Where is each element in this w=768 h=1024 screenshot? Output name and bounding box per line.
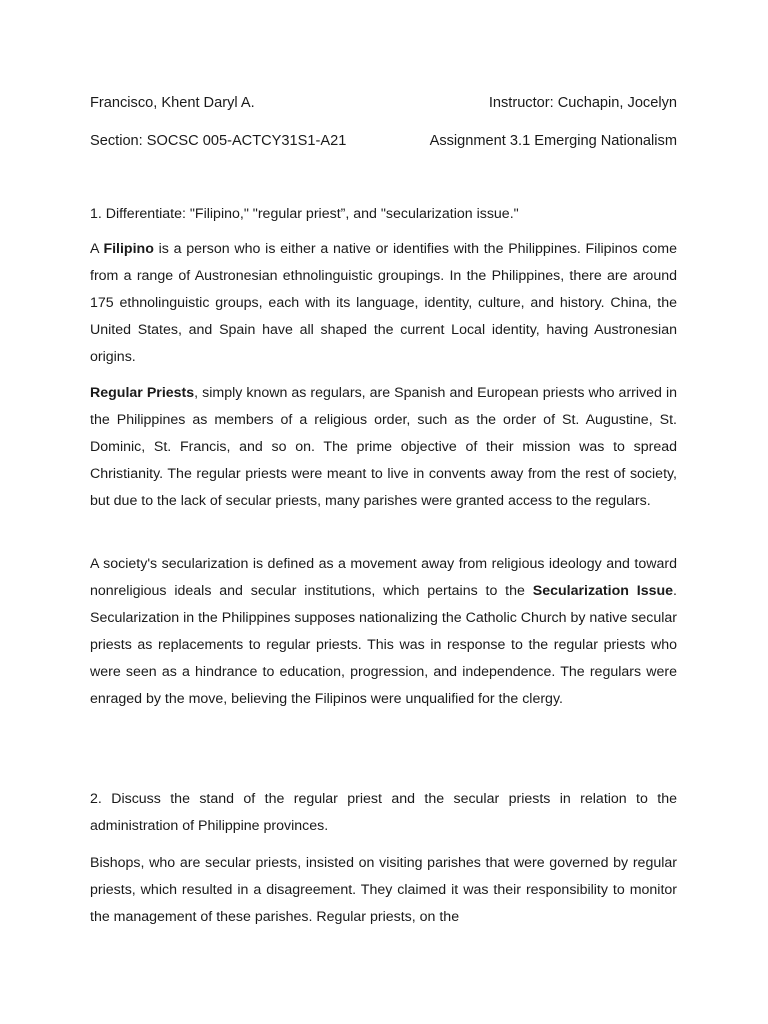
paragraph-regular-priests bbox=[90, 380, 677, 515]
header-row-2 bbox=[90, 131, 677, 151]
paragraph-filipino bbox=[90, 236, 677, 371]
term-secularization-issue: Secularization Issue bbox=[532, 583, 674, 599]
term-filipino: Filipino bbox=[103, 241, 154, 257]
paragraph-secularization bbox=[90, 551, 677, 713]
paragraph-bishops: Bishops, who are secular priests, insisted on visiting parishes that were governed by regular priests, which resulted in a disagreement. They claimed it was their responsibility to monitor the management of these parishes. Regular priests, on the bbox=[90, 855, 677, 925]
section-label: Section: SOCSC 005-ACTCY31S1-A21 bbox=[90, 133, 347, 149]
student-name: Francisco, Khent Daryl A. bbox=[90, 95, 255, 111]
paragraph-lead: A bbox=[90, 241, 104, 257]
paragraph-text: . Secularization in the Philippines supposes nationalizing the Catholic Church by native secular priests as replacements to regular priests. This was in response to the regular priests who were seen as a hindrance to education, progression, and independence. The regulars were enraged by the move, believing the Filipinos were unqualified for the clergy. bbox=[90, 583, 677, 707]
paragraph-text: , simply known as regulars, are Spanish and European priests who arrived in the Philippines as members of a religious order, such as the order of St. Augustine, St. Dominic, St. Francis, and so on. The prime objective of their mission was to spread Christianity. The regular priests were meant to live in convents away from the rest of society, but due to the lack of secular priests, many parishes were granted access to the regulars. bbox=[90, 385, 677, 509]
assignment-title: Assignment 3.1 Emerging Nationalism bbox=[429, 133, 677, 149]
question-2: 2. Discuss the stand of the regular priest and the secular priests in relation to the administration of Philippine provinces. bbox=[90, 791, 677, 834]
term-regular-priests: Regular Priests bbox=[90, 385, 195, 401]
paragraph-lead: A society's secularization is defined as a movement away from religious ideology and toward nonreligious ideals and secular institutions, which pertains to the bbox=[90, 556, 677, 599]
instructor-name: Instructor: Cuchapin, Jocelyn bbox=[488, 95, 677, 111]
question-1: 1. Differentiate: "Filipino," "regular priest”, and "secularization issue." bbox=[90, 206, 519, 222]
document-page bbox=[90, 0, 677, 1024]
paragraph-text: is a person who is either a native or identifies with the Philippines. Filipinos come from a range of Austronesian ethnolinguistic groupings. In the Philippines, there are around 175 ethnolinguistic groups, each with its language, identity, culture, and history. China, the United States, and Spain have all shaped the current Local identity, having Austronesian origins. bbox=[90, 241, 677, 365]
header-row-1 bbox=[90, 93, 677, 113]
